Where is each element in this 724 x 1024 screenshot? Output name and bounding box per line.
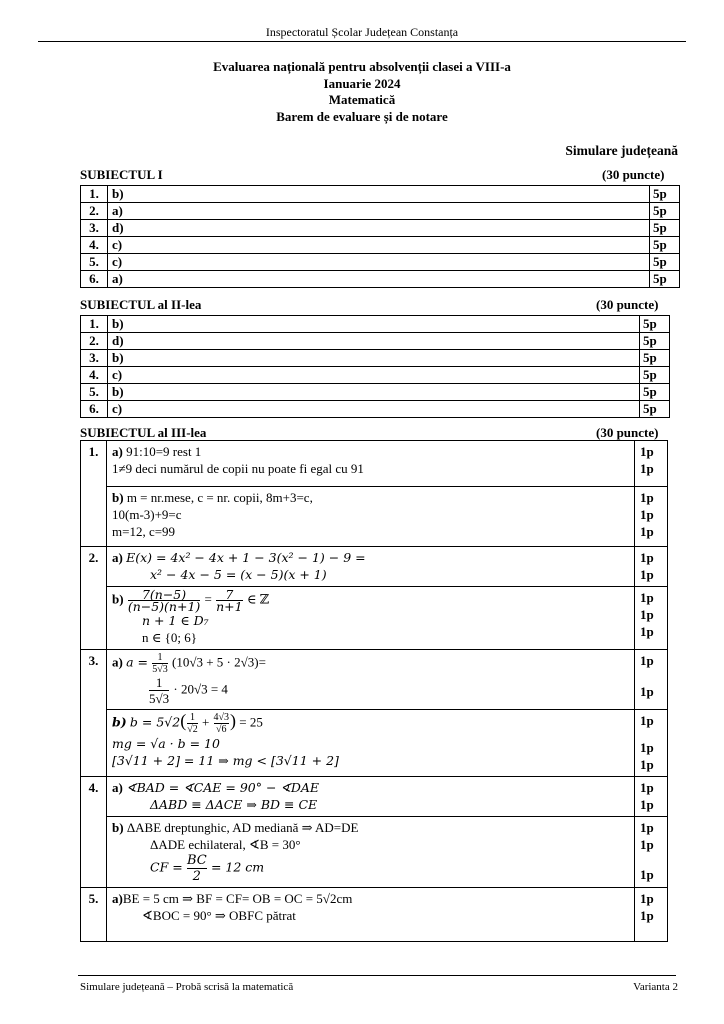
points-column: [635, 441, 668, 487]
row-points: 5p: [640, 350, 670, 367]
solution-line: n + 1 ∈ D₇: [142, 613, 209, 628]
solution-text: CF =: [150, 859, 183, 875]
point-mark: 1p: [640, 653, 654, 668]
point-mark: 1p: [640, 524, 654, 539]
row-points: 5p: [650, 186, 680, 203]
problem-number: 2.: [81, 547, 107, 650]
point-mark: 1p: [640, 891, 654, 906]
points-column: [635, 710, 668, 777]
subject2-points: (30 puncte): [596, 297, 659, 312]
solution-line: [3√11 + 2] = 11 ⇒ mg < [3√11 + 2]: [112, 753, 339, 768]
fraction: [149, 675, 169, 706]
problem-number: 5.: [81, 888, 107, 942]
solution-text: = 12 cm: [210, 859, 265, 875]
problem-4a: [107, 777, 635, 817]
solution-line: ΔABE dreptunghic, AD mediană ⇒ AD=DE: [126, 820, 359, 835]
fraction: [152, 652, 168, 675]
header-rule: [38, 41, 686, 42]
problem-3b: b) b = 5√2( $\frac{1}{√2}$ + $\frac{4√3}{√6}$ ) = 25 mg = √a · b = 10 [3√11 + 2] = 11 ⇒ mg < [3√11 + 2]: [107, 710, 635, 777]
row-number: 5.: [81, 254, 108, 271]
row-answer: d): [108, 333, 640, 350]
problem-5a: [107, 888, 635, 942]
table-row: [81, 441, 668, 487]
point-mark: 1p: [640, 908, 654, 923]
fraction: [214, 712, 230, 735]
fraction: [128, 589, 200, 612]
problem-2b: [107, 587, 635, 650]
institution-header: Inspectoratul Școlar Județean Constanța: [265, 25, 459, 39]
simulation-label: Simulare județeană: [565, 143, 678, 158]
row-answer: b): [108, 350, 640, 367]
row-number: 4.: [81, 367, 108, 384]
footer-rule: [78, 975, 676, 976]
table-row: [81, 367, 670, 384]
row-answer: d): [108, 220, 650, 237]
row-points: 5p: [640, 367, 670, 384]
equals-sign: =: [204, 591, 212, 607]
row-points: 5p: [640, 401, 670, 418]
solution-line: BE = 5 cm ⇒ BF = CF= OB = OC = 5√2cm: [122, 891, 353, 906]
solution-text: (10√3 + 5 · 2√3)=: [172, 654, 266, 670]
row-points: 5p: [640, 333, 670, 350]
row-points: 5p: [650, 254, 680, 271]
solution-line: ∢BAD = ∢CAE = 90° − ∢DAE: [126, 780, 320, 795]
subject1-table: [80, 185, 680, 288]
points-column: [635, 650, 668, 710]
solution-line: ΔADE echilateral, ∢B = 30°: [150, 837, 301, 852]
table-row: [81, 254, 680, 271]
row-answer: b): [108, 384, 640, 401]
problem-4b: [107, 817, 635, 888]
solution-line: mg = √a · b = 10: [112, 736, 220, 751]
point-mark: 1p: [640, 797, 654, 812]
problem-number: 1.: [81, 441, 107, 547]
points-column: [635, 547, 668, 587]
row-points: 5p: [650, 271, 680, 288]
point-mark: 1p: [640, 867, 654, 882]
part-label: a): [112, 891, 123, 906]
table-row: [81, 237, 680, 254]
solution-text: = 25: [239, 714, 263, 730]
plus-sign: +: [201, 714, 210, 730]
row-number: 6.: [81, 271, 108, 288]
part-label: b): [112, 591, 124, 607]
part-label: b): [112, 490, 124, 505]
subject2-table: [80, 315, 670, 418]
fraction-denominator: √6: [214, 723, 230, 735]
row-number: 4.: [81, 237, 108, 254]
solution-line: 1≠9 deci numărul de copii nu poate fi egal cu 91: [112, 461, 364, 476]
subject1-points: (30 puncte): [602, 167, 665, 182]
subject3-table: [80, 440, 668, 942]
solution-text: a =: [126, 654, 148, 670]
point-mark: 1p: [640, 607, 654, 622]
row-answer: c): [108, 367, 640, 384]
row-number: 2.: [81, 333, 108, 350]
solution-line: m = nr.mese, c = nr. copii, 8m+3=c,: [126, 490, 313, 505]
solution-line: x² − 4x − 5 = (x − 5)(x + 1): [150, 567, 327, 582]
fraction: [216, 589, 242, 612]
fraction: [187, 712, 198, 735]
point-mark: 1p: [640, 507, 654, 522]
point-mark: 1p: [640, 820, 654, 835]
point-mark: 1p: [640, 550, 654, 565]
table-row: [81, 817, 668, 888]
point-mark: 1p: [640, 713, 654, 728]
fraction-denominator: 5√3: [149, 691, 170, 706]
point-mark: 1p: [640, 624, 654, 639]
row-points: 5p: [640, 384, 670, 401]
row-number: 6.: [81, 401, 108, 418]
point-mark: 1p: [640, 490, 654, 505]
part-label: a): [112, 550, 123, 565]
fraction-numerator: 4√3: [213, 712, 230, 723]
row-answer: c): [108, 254, 650, 271]
row-points: 5p: [640, 316, 670, 333]
row-answer: c): [108, 401, 640, 418]
subject3-title: SUBIECTUL al III-lea: [80, 425, 207, 440]
part-label: a): [112, 654, 123, 670]
title-line-3: Matematică: [328, 92, 396, 107]
row-answer: a): [108, 271, 650, 288]
solution-line: ΔABD ≡ ΔACE ⇒ BD ≡ CE: [150, 797, 318, 812]
table-row: [81, 316, 670, 333]
table-row: [81, 203, 680, 220]
table-row: [81, 350, 670, 367]
fraction-numerator: BC: [186, 853, 207, 868]
set-membership: ∈ ℤ: [246, 591, 270, 607]
row-number: 2.: [81, 203, 108, 220]
table-row: [81, 220, 680, 237]
part-label: a): [112, 780, 123, 795]
subject2-title: SUBIECTUL al II-lea: [80, 297, 202, 312]
part-label: a): [112, 444, 123, 459]
fraction-numerator: 7: [225, 587, 234, 602]
title-line-2: Ianuarie 2024: [323, 75, 401, 91]
table-row: [81, 710, 668, 777]
subject3-points: (30 puncte): [596, 425, 659, 440]
point-mark: 1p: [640, 740, 654, 755]
fraction-denominator: (n−5)(n+1): [127, 599, 201, 614]
point-mark: 1p: [640, 567, 654, 582]
document-titles: [0, 59, 724, 125]
table-row: [81, 587, 668, 650]
fraction-numerator: 1: [155, 675, 163, 690]
solution-line: 10(m-3)+9=c: [112, 507, 182, 522]
footer-right: Varianta 2: [633, 981, 678, 993]
part-label: b): [112, 714, 127, 730]
row-number: 3.: [81, 350, 108, 367]
problem-2a: [107, 547, 635, 587]
table-row: [81, 777, 668, 817]
fraction-denominator: 5√3: [152, 664, 168, 675]
row-number: 3.: [81, 220, 108, 237]
row-points: 5p: [650, 237, 680, 254]
solution-line: m=12, c=99: [112, 524, 176, 539]
fraction-numerator: 1: [189, 712, 195, 723]
point-mark: 1p: [640, 837, 654, 852]
fraction-denominator: n+1: [216, 599, 243, 614]
table-row: [81, 384, 670, 401]
point-mark: 1p: [640, 590, 654, 605]
point-mark: 1p: [640, 461, 654, 476]
fraction: [187, 853, 207, 884]
point-mark: 1p: [640, 757, 654, 772]
row-points: 5p: [650, 220, 680, 237]
table-row: [81, 271, 680, 288]
table-row: [81, 401, 670, 418]
problem-1b: [107, 487, 635, 547]
table-row: [81, 888, 668, 942]
row-answer: a): [108, 203, 650, 220]
points-column: [635, 777, 668, 817]
solution-text: b = 5√2: [129, 714, 181, 730]
solution-line: n ∈ {0; 6}: [142, 630, 197, 645]
point-mark: 1p: [640, 780, 654, 795]
points-column: [635, 888, 668, 942]
table-row: [81, 487, 668, 547]
title-line-4: Barem de evaluare și de notare: [276, 108, 448, 124]
points-column: [635, 487, 668, 547]
problem-number: 3.: [81, 650, 107, 777]
solution-line: 91:10=9 rest 1: [126, 444, 202, 459]
fraction-denominator: √2: [187, 724, 198, 735]
row-number: 1.: [81, 186, 108, 203]
row-answer: c): [108, 237, 650, 254]
problem-number: 4.: [81, 777, 107, 888]
fraction-numerator: 7(n−5): [141, 587, 187, 602]
row-number: 5.: [81, 384, 108, 401]
solution-text: · 20√3 = 4: [173, 681, 228, 697]
table-row: [81, 333, 670, 350]
table-row: [81, 186, 680, 203]
point-mark: 1p: [640, 684, 654, 699]
solution-line: ∢BOC = 90° ⇒ OBFC pătrat: [142, 908, 296, 923]
title-line-1: Evaluarea națională pentru absolvenții clasei a VIII-a: [213, 59, 511, 74]
solution-line: E(x) = 4x² − 4x + 1 − 3(x² − 1) − 9 =: [126, 550, 366, 565]
row-answer: b): [108, 186, 650, 203]
row-points: 5p: [650, 203, 680, 220]
subject1-title: SUBIECTUL I: [80, 167, 163, 182]
fraction-denominator: 2: [187, 868, 207, 884]
row-answer: b): [108, 316, 640, 333]
points-column: [635, 587, 668, 650]
row-number: 1.: [81, 316, 108, 333]
point-mark: 1p: [640, 444, 654, 459]
fraction-numerator: 1: [157, 652, 163, 663]
problem-3a: [107, 650, 635, 710]
table-row: [81, 650, 668, 710]
problem-1a: [107, 441, 635, 487]
footer-left: Simulare județeană – Probă scrisă la matematică: [80, 981, 294, 993]
points-column: [635, 817, 668, 888]
part-label: b): [112, 820, 124, 835]
table-row: [81, 547, 668, 587]
